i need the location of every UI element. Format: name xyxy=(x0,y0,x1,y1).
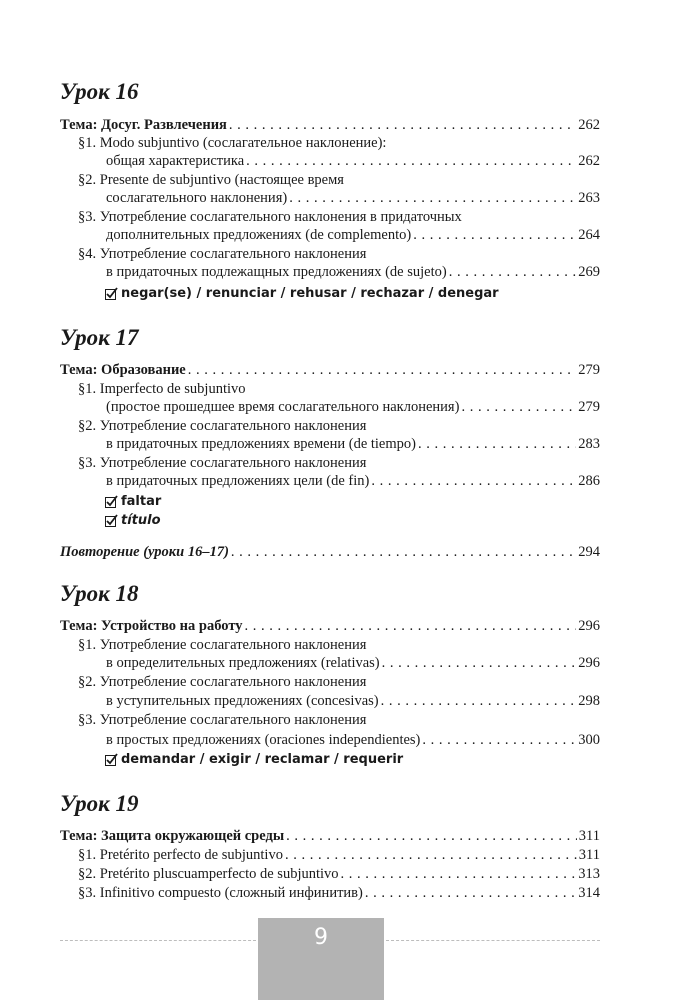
leader-dots xyxy=(231,543,576,562)
lesson-16-title: Урок 16 xyxy=(60,79,139,104)
footer-divider xyxy=(386,940,600,941)
section-entry xyxy=(106,472,600,491)
section-heading: §2. Употребление сослагательного наклонения xyxy=(78,418,367,434)
section-heading: §2. Presente de subjuntivo (настоящее время xyxy=(78,172,344,188)
page-ref: 311 xyxy=(578,828,600,844)
page-ref: 269 xyxy=(578,264,600,280)
vocab-text: demandar / exigir / reclamar / requerir xyxy=(121,752,404,767)
section-line: §1. Pretérito perfecto de subjuntivo xyxy=(78,847,283,863)
section-line: §2. Pretérito pluscuamperfecto de subjuntivo xyxy=(78,866,339,882)
leader-dots xyxy=(245,617,577,636)
leader-dots xyxy=(382,654,577,673)
topic-label: Тема: Досуг. Развлечения xyxy=(60,117,227,133)
section-line: в уступительных предложениях (concesivas) xyxy=(106,693,379,709)
lesson-17-title: Урок 17 xyxy=(60,325,139,350)
page-ref: 300 xyxy=(578,732,600,748)
page-ref: 263 xyxy=(578,190,600,206)
leader-dots xyxy=(285,846,577,865)
vocab-item xyxy=(105,751,403,769)
review-label: Повторение (уроки 16–17) xyxy=(60,544,229,560)
checkbox-checked-icon xyxy=(105,497,116,508)
section-line: (простое прошедшее время сослагательного наклонения) xyxy=(106,399,460,415)
section-heading: §1. Imperfecto de subjuntivo xyxy=(78,381,246,397)
checkbox-checked-icon xyxy=(105,289,116,300)
section-entry xyxy=(78,846,600,865)
section-entry xyxy=(106,263,600,282)
page-ref: 313 xyxy=(578,866,600,882)
section-line: §3. Infinitivo compuesto (сложный инфинитив) xyxy=(78,885,363,901)
section-entry xyxy=(78,884,600,903)
page-ref: 279 xyxy=(578,362,600,378)
topic-label: Тема: Устройство на работу xyxy=(60,618,243,634)
section-entry xyxy=(106,398,600,417)
vocab-text: negar(se) / renunciar / rehusar / rechazar / denegar xyxy=(121,286,499,301)
page-number: 9 xyxy=(314,925,328,950)
topic-label: Тема: Защита окружающей среды xyxy=(60,828,285,844)
section-line: в определительных предложениях (relativas) xyxy=(106,655,380,671)
leader-dots xyxy=(286,827,577,846)
section-heading: §4. Употребление сослагательного наклонения xyxy=(78,246,367,262)
leader-dots xyxy=(422,731,576,750)
leader-dots xyxy=(365,884,576,903)
section-entry xyxy=(106,226,600,245)
vocab-text: faltar xyxy=(121,494,162,509)
page-ref: 298 xyxy=(578,693,600,709)
page-ref: 296 xyxy=(578,655,600,671)
vocab-item xyxy=(105,493,161,511)
footer-divider xyxy=(60,940,256,941)
page-ref: 283 xyxy=(578,436,600,452)
section-line: сослагательного наклонения) xyxy=(106,190,288,206)
leader-dots xyxy=(381,692,577,711)
section-entry xyxy=(106,189,600,208)
leader-dots xyxy=(371,472,576,491)
section-line: в простых предложениях (oraciones independientes) xyxy=(106,732,421,748)
section-entry xyxy=(106,692,600,711)
lesson-18-topic xyxy=(60,617,600,636)
section-line: в придаточных предложениях времени (de tiempo) xyxy=(106,436,416,452)
page-ref: 264 xyxy=(578,227,600,243)
page-ref: 262 xyxy=(578,117,600,133)
page-ref: 314 xyxy=(578,885,600,901)
leader-dots xyxy=(449,263,577,282)
leader-dots xyxy=(418,435,576,454)
section-heading: §1. Употребление сослагательного наклонения xyxy=(78,637,367,653)
page-ref: 286 xyxy=(578,473,600,489)
checkbox-checked-icon xyxy=(105,755,116,766)
review-entry xyxy=(60,543,600,562)
section-heading: §3. Употребление сослагательного наклонения xyxy=(78,455,367,471)
section-entry xyxy=(106,435,600,454)
vocab-text: título xyxy=(121,513,161,528)
section-heading: §1. Modo subjuntivo (сослагательное наклонение): xyxy=(78,135,387,151)
section-line: дополнительных предложениях (de complemento) xyxy=(106,227,412,243)
lesson-19-title: Урок 19 xyxy=(60,791,139,816)
leader-dots xyxy=(461,398,576,417)
page-ref: 296 xyxy=(578,618,600,634)
leader-dots xyxy=(246,152,576,171)
checkbox-checked-icon xyxy=(105,516,116,527)
lesson-19-topic xyxy=(60,827,600,846)
lesson-18-title: Урок 18 xyxy=(60,581,139,606)
section-entry xyxy=(78,865,600,884)
page-ref: 311 xyxy=(578,847,600,863)
section-line: общая характеристика xyxy=(106,153,245,169)
section-heading: §2. Употребление сослагательного наклонения xyxy=(78,674,367,690)
section-entry xyxy=(106,731,600,750)
section-entry xyxy=(106,654,600,673)
section-line: в придаточных предложениях цели (de fin) xyxy=(106,473,370,489)
section-heading: §3. Употребление сослагательного наклонения в придаточных xyxy=(78,209,462,225)
leader-dots xyxy=(188,361,577,380)
leader-dots xyxy=(289,189,576,208)
leader-dots xyxy=(229,116,576,135)
page-ref: 279 xyxy=(578,399,600,415)
section-entry xyxy=(106,152,600,171)
section-heading: §3. Употребление сослагательного наклонения xyxy=(78,712,367,728)
vocab-item xyxy=(105,285,499,303)
lesson-17-topic xyxy=(60,361,600,380)
topic-label: Тема: Образование xyxy=(60,362,186,378)
leader-dots xyxy=(341,865,577,884)
leader-dots xyxy=(413,226,576,245)
page-ref: 294 xyxy=(578,544,600,560)
page-ref: 262 xyxy=(578,153,600,169)
vocab-item xyxy=(105,512,161,530)
lesson-16-topic xyxy=(60,116,600,135)
section-line: в придаточных подлежащных предложениях (de sujeto) xyxy=(106,264,447,280)
